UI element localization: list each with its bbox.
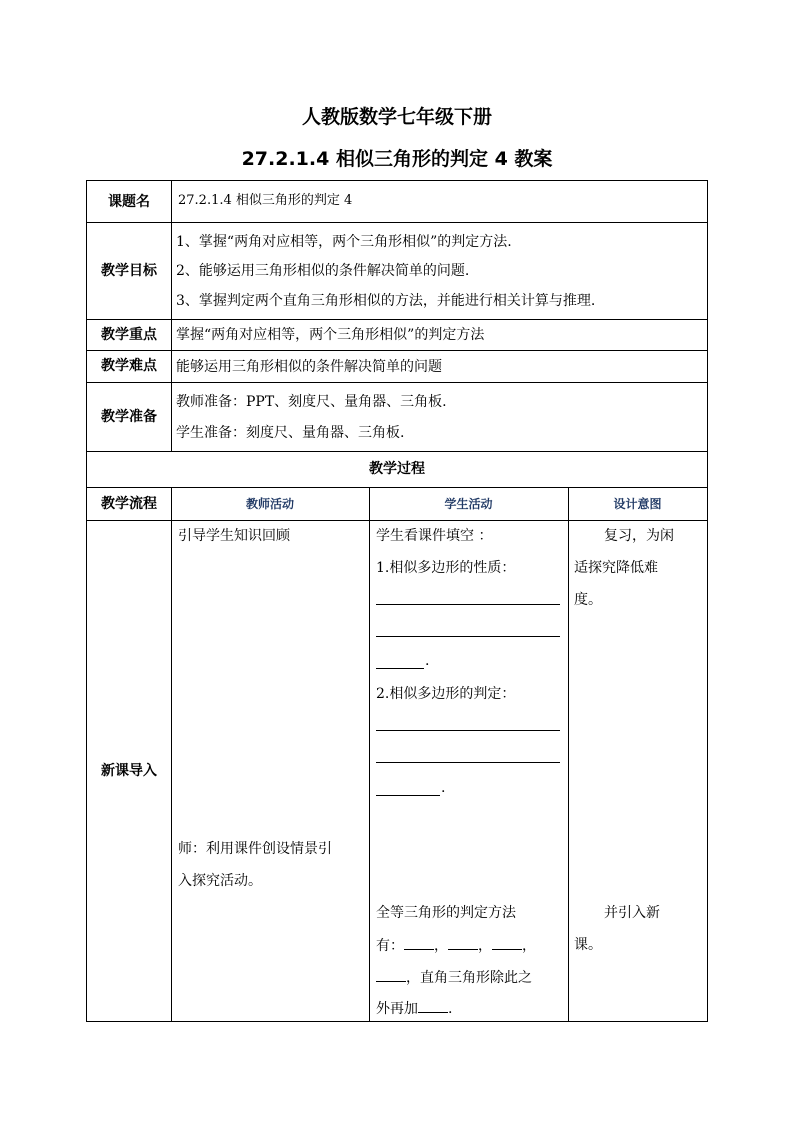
row-divider — [87, 319, 707, 320]
student-congruence-line-1: 全等三角形的判定方法 — [376, 905, 516, 921]
comma-mark: ， — [434, 938, 448, 954]
suffix-text: ，直角三角形除此之 — [406, 970, 532, 986]
period-mark: . — [425, 653, 430, 669]
prefix-text: 有： — [376, 938, 404, 954]
student-congruence-line-3 — [376, 967, 532, 988]
col-divider — [369, 487, 370, 1021]
period-mark: . — [441, 780, 446, 796]
lesson-title: 27.2.1.4 相似三角形的判定 4 教案 — [241, 148, 553, 170]
prep-student: 学生准备：刻度尺、量角器、三角板. — [176, 425, 405, 441]
row-divider — [87, 382, 707, 383]
col-divider — [171, 181, 172, 451]
row-divider — [87, 520, 707, 521]
document-title: 人教版数学七年级下册 — [301, 106, 492, 128]
design-line-5: 课。 — [574, 937, 602, 953]
answer-blank[interactable] — [376, 636, 560, 637]
goal-item-2: 2、能够运用三角形相似的条件解决简单的问题. — [176, 263, 470, 279]
prep-teacher: 教师准备：PPT、刻度尺、量角器、三角板. — [176, 394, 447, 410]
design-line-3: 度。 — [574, 592, 602, 608]
col-divider — [568, 487, 569, 1021]
answer-blank[interactable] — [448, 935, 478, 950]
row-divider — [87, 350, 707, 351]
answer-blank[interactable] — [376, 730, 560, 731]
teacher-activity-line-1: 师：利用课件创设情景引 — [178, 841, 332, 857]
topic-value: 27.2.1.4 相似三角形的判定 4 — [178, 193, 353, 208]
prefix-text: 外再加 — [376, 1001, 418, 1017]
goal-item-3: 3、掌握判定两个直角三角形相似的方法，并能进行相关计算与推理. — [176, 293, 596, 309]
goals-label: 教学目标 — [101, 262, 157, 279]
col-header-student: 学生活动 — [444, 496, 493, 511]
answer-blank[interactable] — [404, 935, 434, 950]
answer-blank[interactable] — [376, 604, 560, 605]
student-congruence-line-4 — [376, 998, 452, 1019]
col-divider — [171, 487, 172, 1021]
row-divider — [87, 222, 707, 223]
process-title: 教学过程 — [369, 461, 425, 477]
goal-item-1: 1、掌握“两角对应相等，两个三角形相似”的判定方法. — [176, 234, 512, 250]
difficulty-value: 能够运用三角形相似的条件解决简单的问题 — [176, 359, 442, 375]
student-question-properties: 1.相似多边形的性质： — [376, 560, 516, 576]
student-congruence-line-2 — [376, 935, 536, 956]
answer-blank[interactable] — [492, 935, 522, 950]
teacher-activity-review: 引导学生知识回顾 — [178, 528, 290, 544]
period-mark: . — [448, 1001, 453, 1017]
answer-blank[interactable] — [376, 668, 424, 669]
student-activity-intro: 学生看课件填空 ： — [376, 528, 493, 544]
teacher-activity-line-2: 入探究活动。 — [178, 873, 262, 889]
section-label-intro: 新课导入 — [101, 762, 157, 779]
lesson-plan-table — [86, 180, 708, 1022]
prep-label: 教学准备 — [101, 408, 157, 425]
topic-label: 课题名 — [108, 193, 150, 210]
answer-blank[interactable] — [376, 762, 560, 763]
col-header-design: 设计意图 — [613, 496, 662, 511]
design-line-2: 适探究降低难 — [574, 560, 658, 576]
design-line-1: 复习，为闲 — [604, 528, 674, 544]
col-header-flow: 教学流程 — [101, 495, 157, 512]
answer-blank[interactable] — [376, 795, 440, 796]
student-question-criteria: 2.相似多边形的判定： — [376, 686, 516, 702]
focus-value: 掌握“两角对应相等，两个三角形相似”的判定方法 — [176, 327, 485, 343]
difficulty-label: 教学难点 — [101, 358, 157, 374]
focus-label: 教学重点 — [101, 326, 157, 343]
comma-mark: ， — [478, 938, 492, 954]
design-line-4: 并引入新 — [604, 905, 660, 921]
answer-blank[interactable] — [418, 998, 448, 1013]
col-header-teacher: 教师活动 — [245, 496, 294, 511]
answer-blank[interactable] — [376, 967, 406, 982]
comma-mark: ， — [522, 938, 536, 954]
